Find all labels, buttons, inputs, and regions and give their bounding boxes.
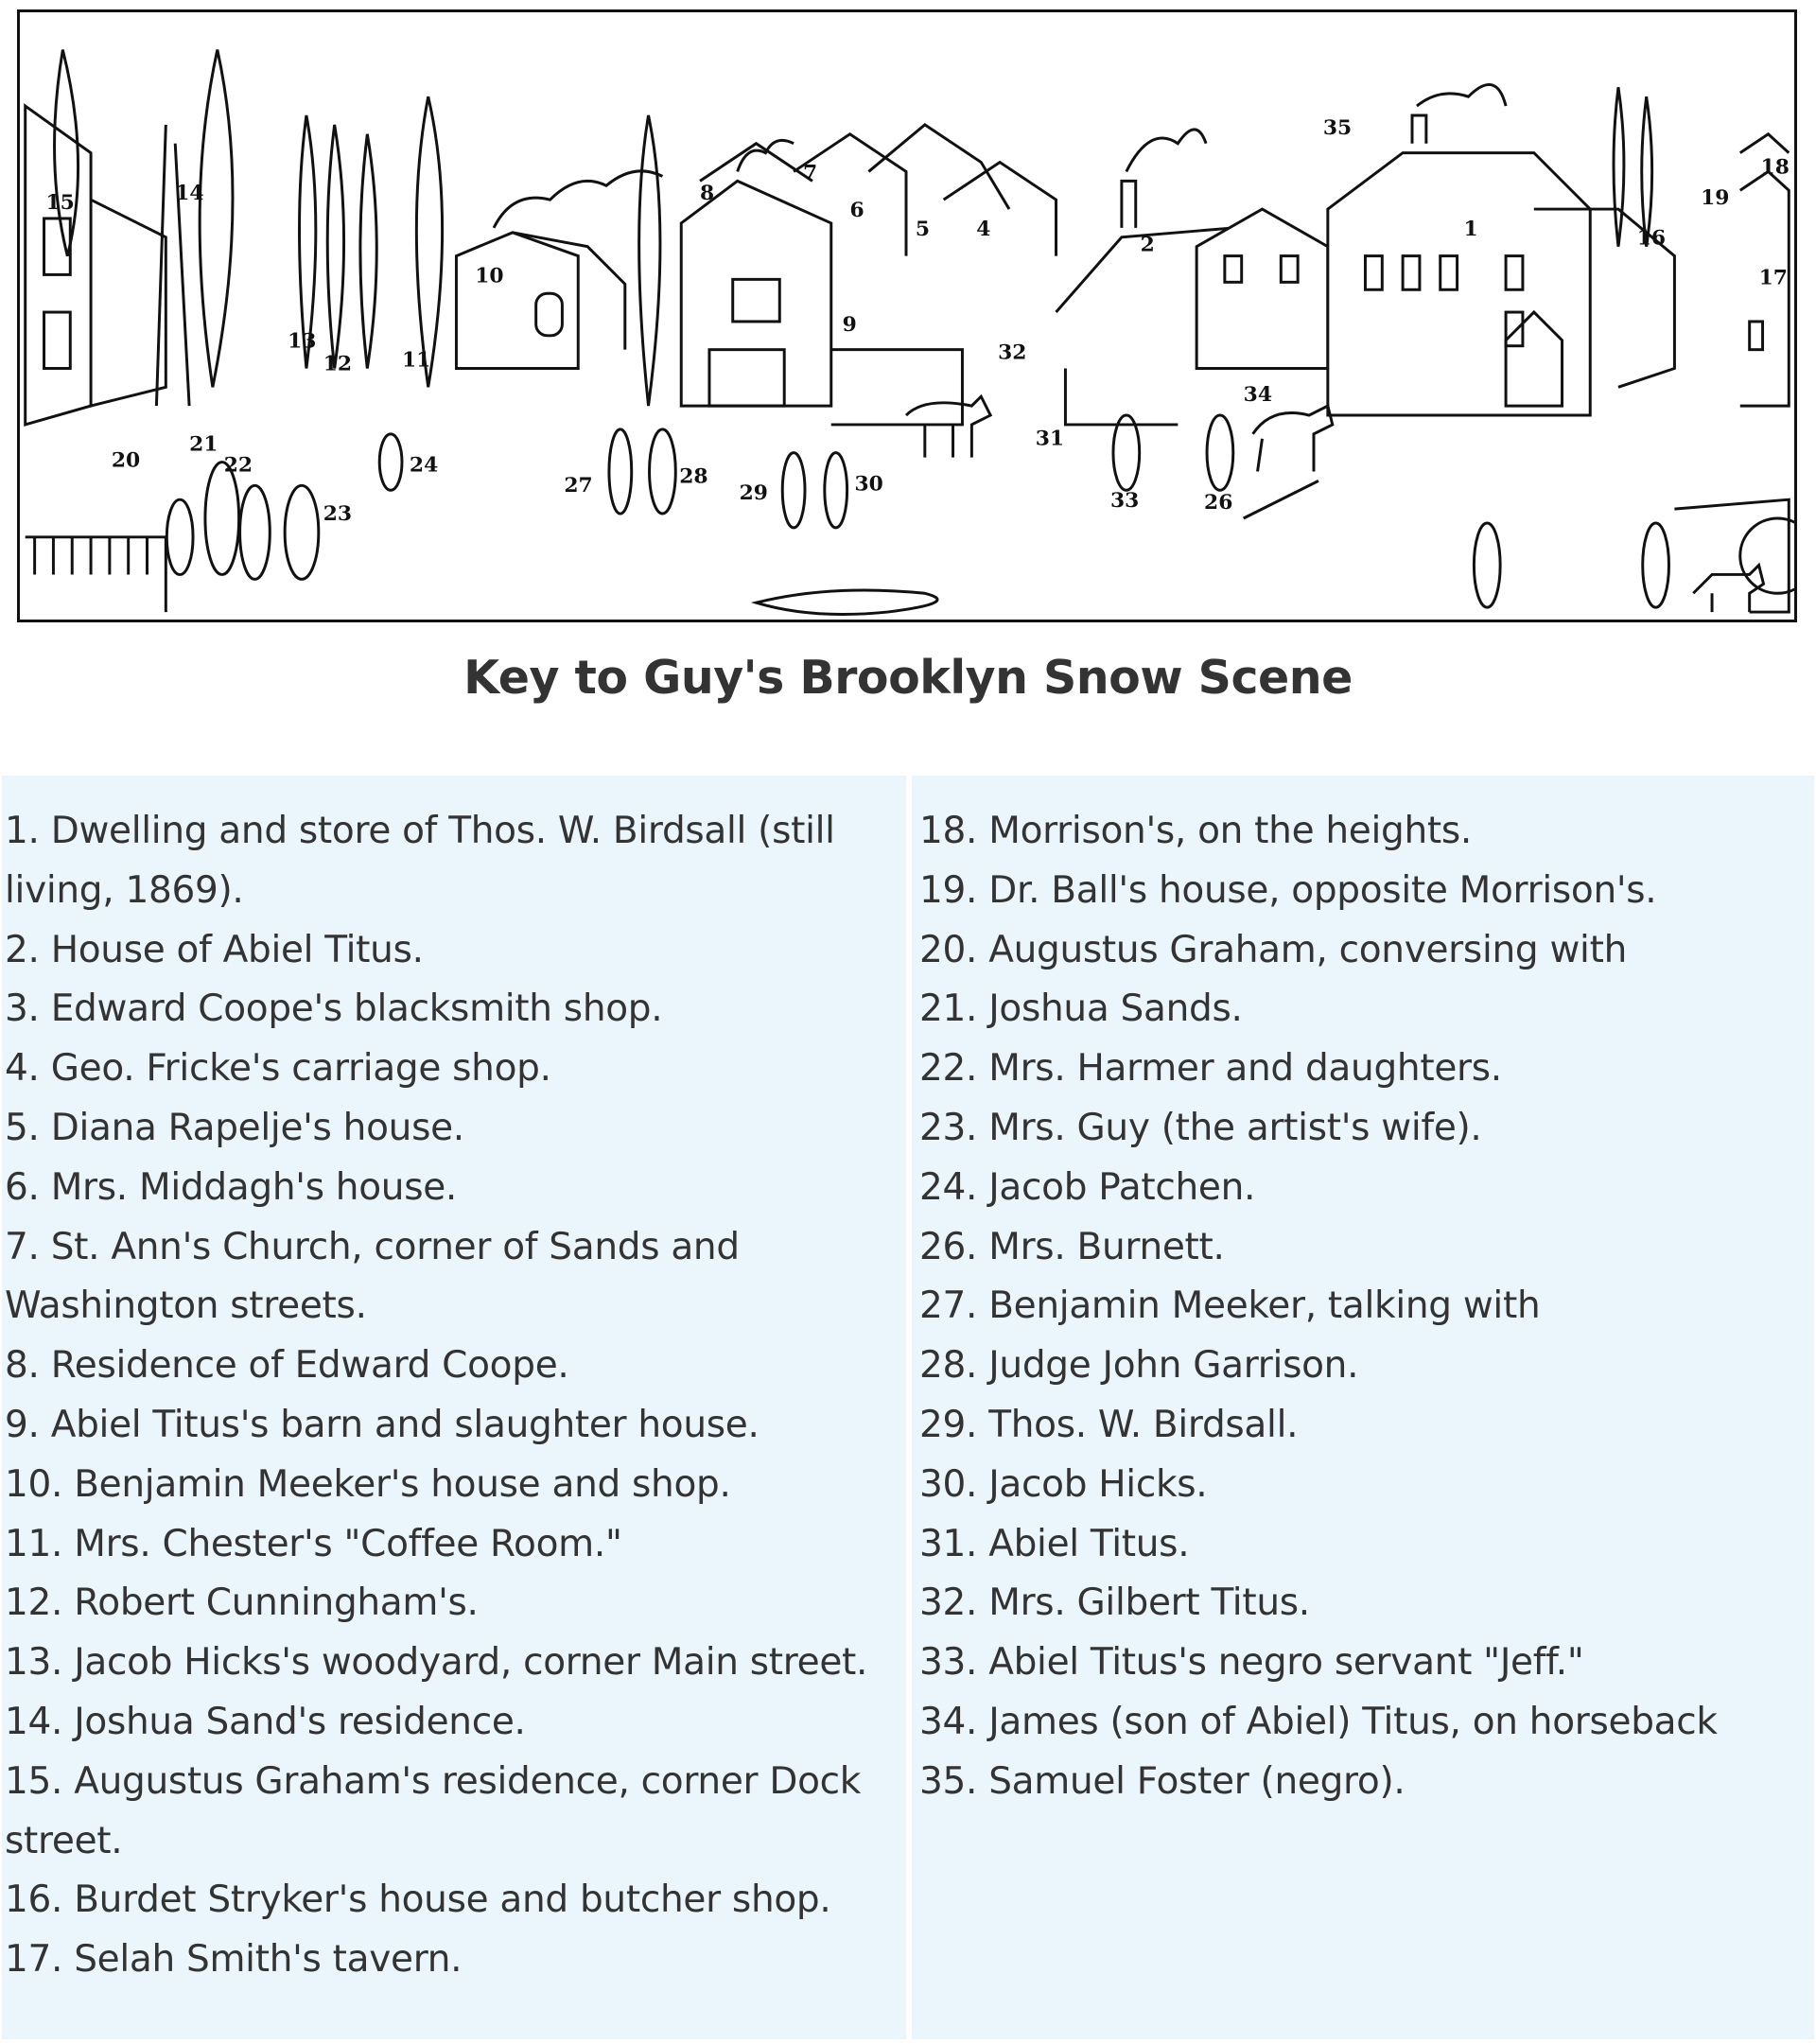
label-32: 32 xyxy=(998,341,1027,365)
label-2: 2 xyxy=(1140,233,1155,257)
key-item: 9. Abiel Titus's barn and slaughter house. xyxy=(5,1403,760,1446)
key-item: 32. Mrs. Gilbert Titus. xyxy=(919,1581,1310,1625)
label-23: 23 xyxy=(323,501,353,526)
label-21: 21 xyxy=(189,432,218,457)
key-item: 14. Joshua Sand's residence. xyxy=(5,1700,526,1743)
page-title: Key to Guy's Brooklyn Snow Scene xyxy=(463,651,1353,705)
key-item: 35. Samuel Foster (negro). xyxy=(919,1759,1406,1803)
label-35: 35 xyxy=(1322,115,1353,140)
label-30: 30 xyxy=(854,472,883,497)
key-item: 11. Mrs. Chester's "Coffee Room." xyxy=(5,1522,622,1565)
key-item: 21. Joshua Sands. xyxy=(919,987,1243,1031)
label-27: 27 xyxy=(564,474,593,498)
key-column-left xyxy=(2,776,906,2039)
label-22: 22 xyxy=(223,453,253,478)
label-15: 15 xyxy=(45,191,75,216)
key-item: 7. St. Ann's Church, corner of Sands and Washington streets. xyxy=(5,1225,740,1328)
label-19: 19 xyxy=(1701,186,1730,211)
key-item: 34. James (son of Abiel) Titus, on horseback xyxy=(919,1700,1718,1743)
key-item: 29. Thos. W. Birdsall. xyxy=(919,1403,1299,1446)
label-33: 33 xyxy=(1109,489,1140,514)
label-14: 14 xyxy=(175,182,204,206)
label-24: 24 xyxy=(409,453,439,478)
key-item: 22. Mrs. Harmer and daughters. xyxy=(919,1047,1502,1091)
label-9: 9 xyxy=(842,312,857,337)
label-18: 18 xyxy=(1760,155,1790,180)
key-table xyxy=(2,776,1814,2039)
key-item: 33. Abiel Titus's negro servant "Jeff." xyxy=(919,1641,1584,1685)
key-item: 20. Augustus Graham, conversing with xyxy=(919,928,1627,971)
key-item: 2. House of Abiel Titus. xyxy=(5,928,424,971)
label-5: 5 xyxy=(915,217,931,241)
key-item: 6. Mrs. Middagh's house. xyxy=(5,1165,458,1209)
snow-scene-drawing xyxy=(20,12,1794,620)
label-29: 29 xyxy=(739,481,768,506)
key-item: 24. Jacob Patchen. xyxy=(919,1165,1256,1209)
key-item: 27. Benjamin Meeker, talking with xyxy=(919,1284,1541,1328)
label-6: 6 xyxy=(849,198,864,222)
key-column-right xyxy=(912,776,1814,2039)
key-item: 15. Augustus Graham's residence, corner Dock street. xyxy=(5,1759,862,1862)
key-item: 5. Diana Rapelje's house. xyxy=(5,1106,464,1149)
key-item: 19. Dr. Ball's house, opposite Morrison's. xyxy=(919,868,1657,912)
label-34: 34 xyxy=(1243,383,1272,408)
key-item: 8. Residence of Edward Coope. xyxy=(5,1344,569,1388)
key-item: 17. Selah Smith's tavern. xyxy=(5,1938,463,1982)
label-10: 10 xyxy=(475,264,504,288)
label-12: 12 xyxy=(323,352,353,376)
label-31: 31 xyxy=(1035,427,1065,451)
key-item: 3. Edward Coope's blacksmith shop. xyxy=(5,987,663,1031)
key-item: 1. Dwelling and store of Thos. W. Birdsall (still living, 1869). xyxy=(5,810,835,912)
key-item: 31. Abiel Titus. xyxy=(919,1522,1190,1565)
key-item: 28. Judge John Garrison. xyxy=(919,1344,1359,1388)
label-28: 28 xyxy=(679,464,708,489)
key-item: 18. Morrison's, on the heights. xyxy=(919,810,1472,852)
label-26: 26 xyxy=(1204,491,1233,515)
key-item: 10. Benjamin Meeker's house and shop. xyxy=(5,1462,731,1506)
key-item: 16. Burdet Stryker's house and butcher shop. xyxy=(5,1878,831,1922)
label-7: 7 xyxy=(803,161,818,185)
key-item: 26. Mrs. Burnett. xyxy=(919,1225,1225,1268)
snow-scene-illustration xyxy=(17,9,1797,622)
label-1: 1 xyxy=(1463,217,1478,241)
label-20: 20 xyxy=(111,448,141,473)
key-item: 13. Jacob Hicks's woodyard, corner Main street. xyxy=(5,1641,868,1685)
label-13: 13 xyxy=(288,329,317,354)
key-item: 30. Jacob Hicks. xyxy=(919,1462,1208,1506)
label-4: 4 xyxy=(976,217,991,241)
key-item: 4. Geo. Fricke's carriage shop. xyxy=(5,1047,551,1091)
key-item: 23. Mrs. Guy (the artist's wife). xyxy=(919,1106,1482,1149)
key-item: 12. Robert Cunningham's. xyxy=(5,1581,479,1625)
label-8: 8 xyxy=(700,182,715,206)
label-11: 11 xyxy=(401,348,431,373)
label-17: 17 xyxy=(1758,266,1788,290)
label-16: 16 xyxy=(1636,226,1667,251)
